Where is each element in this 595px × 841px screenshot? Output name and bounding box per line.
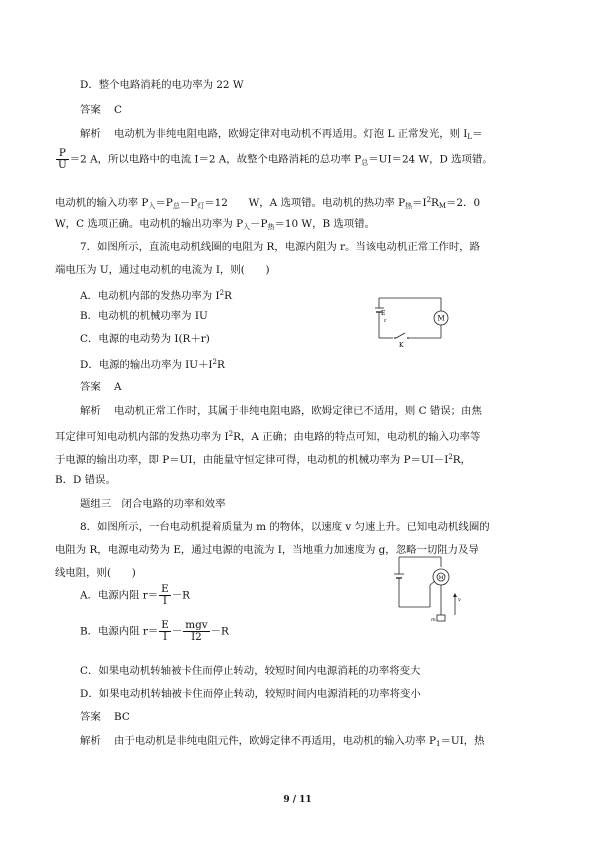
answer-line-3: 答案 BC — [80, 711, 130, 723]
analysis-line-1b: $\frac{P}{U}$ ＝2 A，所以电路中的电流 I＝2 A，故整个电路消耗的总功率 $P_总=UI=24$ W，D 选项错。 — [58, 147, 493, 171]
question-8-line-b: 电阻为 R，电源电动势为 E，通过电源的电流为 I，当地重力加速度为 g，忽略一切阻力及导 — [55, 544, 479, 556]
analysis-line-2b: 耳定律可知电动机内部的发热功率为 $I^2R$，A 正确；由电路的特点可知，电动机的输入功率等 — [55, 430, 481, 443]
switch-label: K — [399, 342, 404, 349]
question-8-line-c: 线电阻，则( ) — [55, 567, 136, 579]
question-7-line-b: 端电压为 U，通过电动机的电流为 I，则( ) — [55, 264, 270, 276]
question-8-option-d: D．如果电动机转轴被卡住而停止转动，较短时间内电源消耗的功率将变小 — [80, 688, 421, 700]
question-8-option-b: B．电源内阻 r＝ $\frac{E}{I}$ － $\frac{\text{mgv}}{I2}$ －R — [80, 619, 229, 643]
analysis-line-2a: 解析 电动机正常工作时，其属于非纯电阻电路，欧姆定律已不适用，则 C 错误；由焦 — [80, 405, 482, 417]
fraction-p-over-u: $\frac{P}{U}$ — [58, 147, 67, 171]
question-7-option-d: D．电源的输出功率为 $IU+I^2R$ — [80, 358, 225, 371]
fraction-e-over-i: $\frac{E}{I}$ — [161, 583, 169, 607]
analysis-line-1c: 电动机的输入功率 $P_入=P_总-P_灯=12$ W，A 选项错。电动机的热功率 $P_热=I^2R_M=2$．0 — [55, 196, 481, 210]
question-7-line-a: 7．如图所示，直流电动机线圈的电阻为 R，电源内阻为 r。当该电动机正常工作时，路 — [80, 241, 481, 253]
answer-line-2: 答案 A — [80, 381, 122, 393]
source-sublabel: r — [384, 318, 387, 324]
analysis-line-2c: 于电源的输出功率，即 P＝UI，由能量守恒定律可得，电动机的机械功率为 $P=UI-I^2R$， — [55, 453, 471, 466]
motor-label-2: M — [438, 575, 444, 581]
velocity-label: v — [458, 597, 461, 603]
mass-block — [437, 615, 445, 621]
motor-label: M — [437, 314, 445, 323]
question-8-option-a: A．电源内阻 r＝ $\frac{E}{I}$ －R — [80, 583, 190, 607]
option-d-line: D．整个电路消耗的电功率为 22 W — [80, 79, 244, 91]
question-8-option-c: C．如果电动机转轴被卡住而停止转动，较短时间内电源消耗的功率将变大 — [80, 665, 421, 677]
analysis-line-2d: B．D 错误。 — [55, 474, 116, 486]
question-7-option-a: A．电动机内部的发热功率为 $I^2R$ — [80, 289, 232, 302]
question-7-option-c: C．电源的电动势为 I(R＋r) — [80, 333, 210, 345]
question-7-option-b: B．电动机的机械功率为 IU — [80, 310, 208, 322]
circuit-diagram-motor — [375, 292, 470, 350]
section-heading-group3: 题组三 闭合电路的功率和效率 — [80, 498, 226, 510]
question-8-line-a: 8．如图所示，一台电动机提着质量为 m 的物体，以速度 v 匀速上升。已知电动机线圈的 — [80, 521, 490, 533]
fraction-e-over-i-2: $\frac{E}{I}$ — [161, 619, 169, 643]
analysis-line-1d: W，C 选项正确。电动机的输出功率为 $P_入-P_热=10$ W，B 选项错。 — [55, 218, 375, 231]
analysis-line-3a: 解析 由于电动机是非纯电阻元件，欧姆定律不再适用，电动机的输入功率 $P_1=UI$，热 — [80, 735, 485, 748]
answer-line-1: 答案 C — [80, 104, 122, 116]
motor-lifting-diagram — [385, 551, 475, 629]
source-label: E — [381, 310, 386, 317]
analysis-line-1a: 解析 电动机为非纯电阻电路，欧姆定律对电动机不再适用。灯泡 L 正常发光，则 $I_L=$ — [80, 128, 483, 141]
fraction-mgv-over-i2: $\frac{\text{mgv}}{I2}$ — [185, 619, 208, 643]
page-number: 9 / 11 — [283, 795, 312, 805]
mass-label: m — [431, 617, 436, 623]
